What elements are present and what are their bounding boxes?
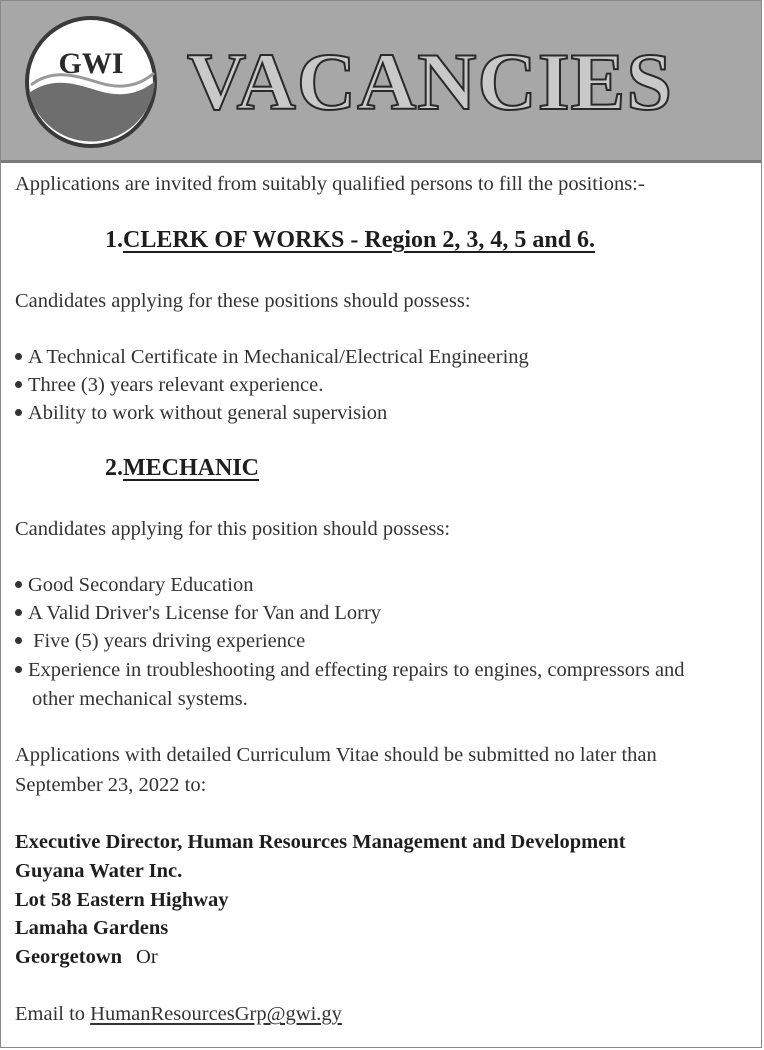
email-line — [15, 1000, 342, 1028]
bullet-icon — [15, 381, 22, 388]
header-banner — [1, 1, 761, 163]
list-item: Five (5) years driving experience — [15, 627, 305, 655]
position-2-heading — [105, 455, 259, 482]
list-item: A Technical Certificate in Mechanical/Electrical Engineering — [15, 343, 529, 371]
list-item: A Valid Driver's License for Van and Lorry — [15, 599, 381, 627]
bullet-icon — [15, 637, 22, 644]
address-city: Georgetown — [15, 946, 123, 968]
bullet-icon — [15, 581, 22, 588]
address-or: Or — [136, 946, 158, 968]
position-2-title: MECHANIC — [123, 455, 259, 481]
position-1-heading — [105, 227, 595, 254]
bullet-icon — [15, 353, 22, 360]
position-1-number: 1. — [105, 227, 123, 253]
address-line-5 — [15, 943, 158, 971]
logo-text: GWI — [58, 47, 124, 80]
address-line-3: Lot 58 Eastern Highway — [15, 889, 229, 911]
address-line-1: Executive Director, Human Resources Management and Development — [15, 831, 626, 853]
list-item: Three (3) years relevant experience. — [15, 371, 323, 399]
bullet-icon — [15, 609, 22, 616]
submission-line-1: Applications with detailed Curriculum Vitae should be submitted no later than — [15, 744, 657, 766]
address-line-2: Guyana Water Inc. — [15, 860, 183, 882]
position-2-lead: Candidates applying for this position should possess: — [15, 518, 451, 540]
list-item-continuation: other mechanical systems. — [32, 688, 248, 710]
list-item: Ability to work without general supervision — [15, 399, 387, 427]
position-1-lead: Candidates applying for these positions should possess: — [15, 290, 471, 312]
submission-line-2: September 23, 2022 to: — [15, 774, 207, 796]
email-prefix: Email to — [15, 1003, 86, 1025]
intro-text: Applications are invited from suitably qualified persons to fill the positions:- — [15, 173, 645, 195]
bullet-icon — [15, 666, 22, 673]
position-1-title: CLERK OF WORKS - Region 2, 3, 4, 5 and 6. — [123, 227, 596, 253]
address-line-4: Lamaha Gardens — [15, 917, 169, 939]
email-link[interactable]: HumanResourcesGrp@gwi.gy — [90, 1003, 342, 1025]
list-item: Good Secondary Education — [15, 571, 253, 599]
gwi-logo-icon — [24, 15, 158, 149]
position-2-number: 2. — [105, 455, 123, 481]
bullet-icon — [15, 409, 22, 416]
list-item: Experience in troubleshooting and effecting repairs to engines, compressors and — [15, 656, 685, 684]
page-title: VACANCIES — [187, 36, 673, 127]
